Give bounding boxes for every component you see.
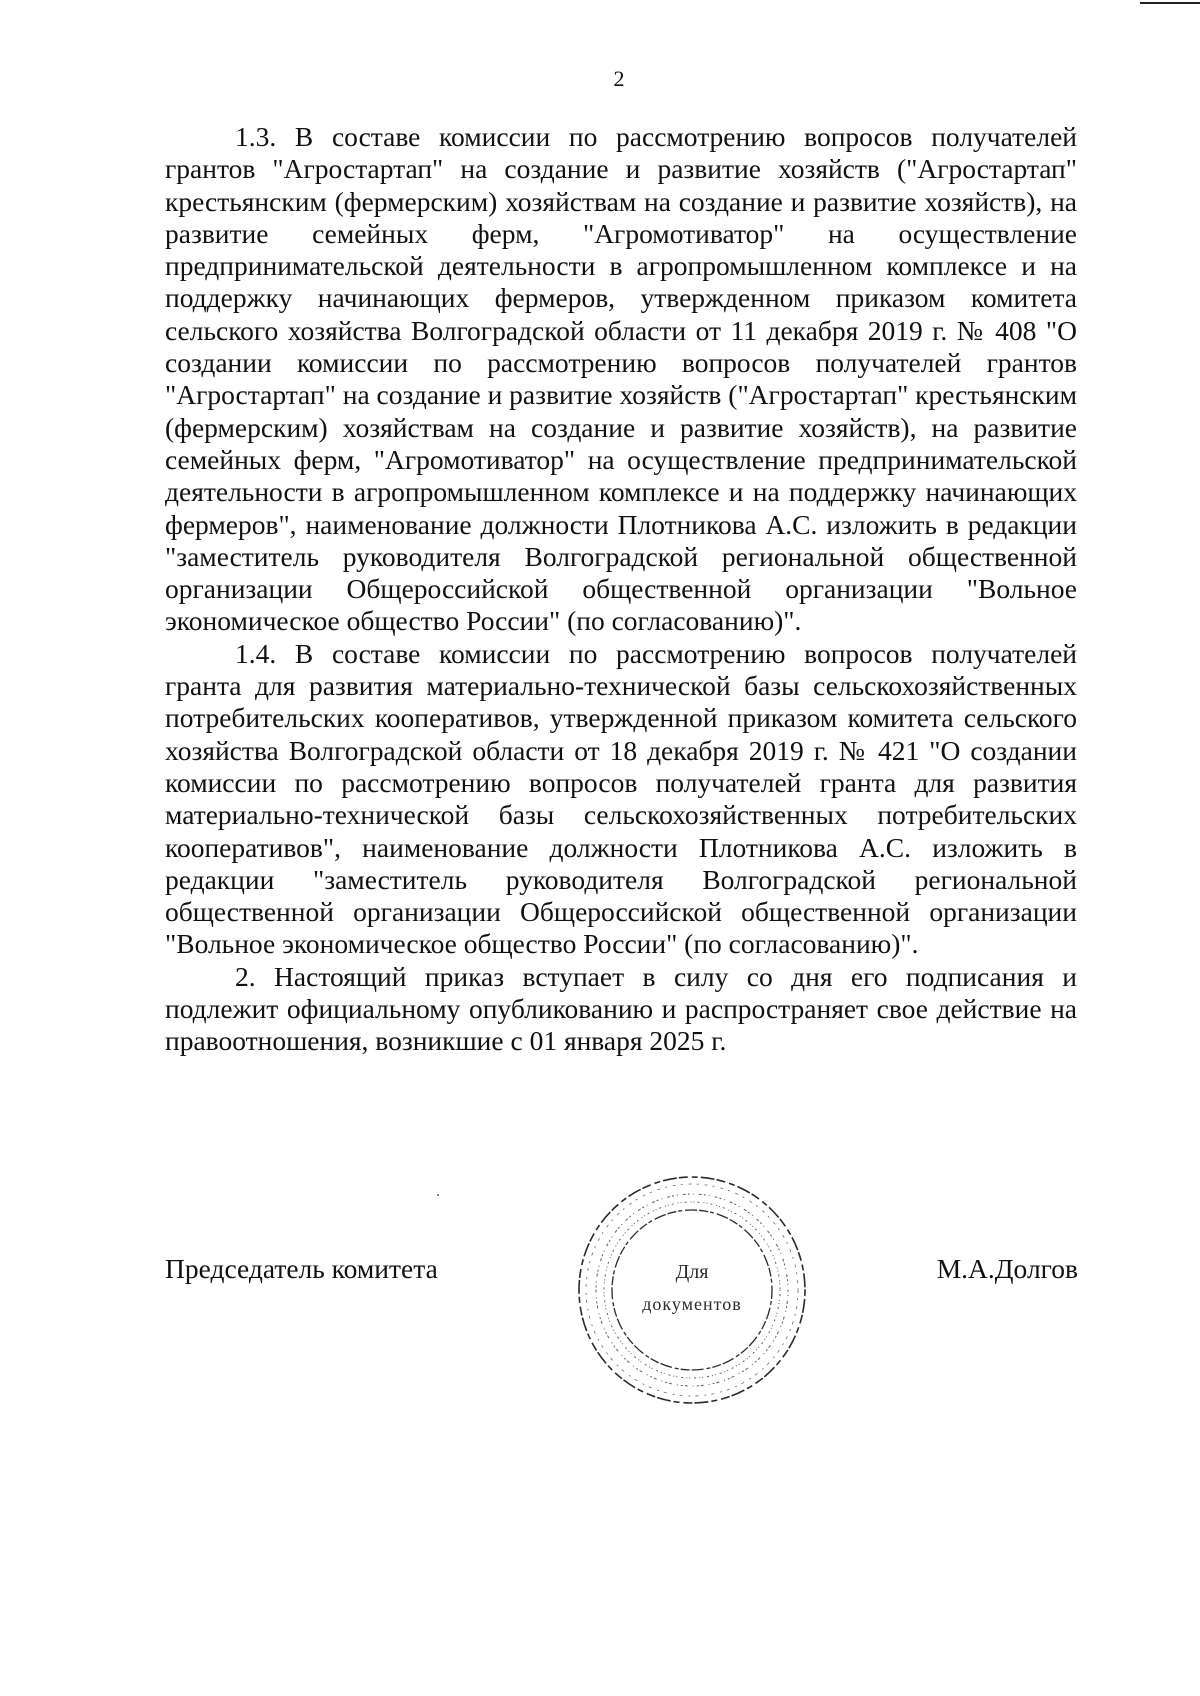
signatory-title: Председатель комитета	[165, 1253, 438, 1284]
paragraph-1-3: 1.3. В составе комиссии по рассмотрению вопросов получателей грантов "Агростартап" на создание и развитие хозяйств ("Агростартап" крестьянским (фермерским) хозяйствам на создание и развитие хозяйств), на развитие семейных ферм, "Агромотиватор" на осуществление предпринимательской деятельности в агропромышленном комплексе и на поддержку начинающих фермеров, утвержденном приказом комитета сельского хозяйства Волгоградской области от 11 декабря 2019 г. № 408 "О создании комиссии по рассмотрению вопросов получателей грантов "Агростартап" на создание и развитие хозяйств ("Агростартап" крестьянским (фермерским) хозяйствам на создание и развитие хозяйств), на развитие семейных ферм, "Агромотиватор" на осуществление предпринимательской деятельности в агропромышленном комплексе и на поддержку начинающих фермеров", наименование должности Плотникова А.С. изложить в редакции "заместитель руководителя Волгоградской региональной общественной организации Общероссийской общественной организации "Вольное экономическое общество России" (по согласованию)".	[165, 121, 1077, 637]
signatory-name: М.А.Долгов	[936, 1253, 1078, 1284]
document-body	[165, 121, 1077, 1058]
stamp-text-line1: Для	[675, 1261, 709, 1283]
paragraph-1-4: 1.4. В составе комиссии по рассмотрению вопросов получателей гранта для развития материально-технической базы сельскохозяйственных потребительских кооперативов, утвержденной приказом комитета сельского хозяйства Волгоградской области от 18 декабря 2019 г. № 421 "О создании комиссии по рассмотрению вопросов получателей гранта для развития материально-технической базы сельскохозяйственных потребительских кооперативов", наименование должности Плотникова А.С. изложить в редакции "заместитель руководителя Волгоградской региональной общественной организации Общероссийской общественной организации "Вольное экономическое общество России" (по согласованию)".	[165, 637, 1077, 960]
official-stamp	[572, 1170, 812, 1410]
stamp-text-line2: документов	[642, 1294, 742, 1314]
scan-speck	[437, 1194, 439, 1196]
paragraph-2: 2. Настоящий приказ вступает в силу со дня его подписания и подлежит официальному опубликованию и распространяет свое действие на правоотношения, возникшие с 01 января 2025 г.	[165, 960, 1077, 1057]
scan-corner-mark	[1140, 0, 1200, 12]
page-number: 2	[613, 66, 625, 91]
